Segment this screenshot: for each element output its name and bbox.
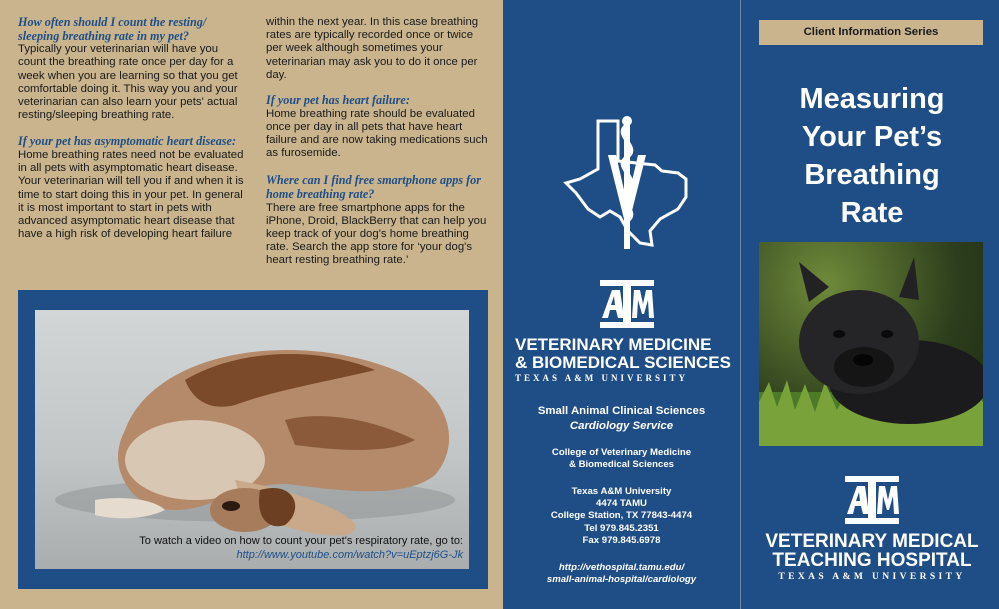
title-line: Your Pet’s [801, 121, 943, 153]
fax-line: Fax 979.845.6978 [582, 534, 661, 546]
wordmark-line: TEACHING HOSPITAL [772, 550, 972, 571]
tamu-wordmark: TEXAS A&M UNIVERSITY [515, 373, 689, 383]
department-name: Small Animal Clinical Sciences [537, 405, 706, 417]
department-block [503, 404, 740, 434]
text-column-1 [18, 16, 244, 241]
website-link[interactable]: http://vethospital.tamu.edu/ [558, 562, 685, 573]
video-caption [55, 534, 463, 562]
address-line: College Station, TX 77843-4474 [550, 510, 693, 522]
atm-logo-icon [843, 474, 901, 526]
wordmark-line: VETERINARY MEDICAL [765, 531, 979, 552]
question-heading: If your pet has heart failure: [266, 93, 410, 108]
cover-title [760, 80, 984, 232]
dog-illustration [35, 310, 469, 569]
vmth-wordmark [757, 532, 987, 570]
service-name: Cardiology Service [569, 420, 674, 432]
text-column-2 [266, 16, 492, 268]
dog-lying-photo [35, 310, 469, 569]
address-line: Texas A&M University [571, 486, 672, 497]
college-block [503, 447, 740, 471]
paragraph: Home breathing rates need not be evaluated in all pets with asymptomatic heart disease. Your veterinarian will tell you if and when it is time to start doing this in your pet. In general it is most important to start in pets with advanced asymptomatic heart disease that have a high risk of developing heart failure [18, 149, 244, 241]
tamu-wordmark: TEXAS A&M UNIVERSITY [778, 572, 966, 582]
website-link[interactable]: small-animal-hospital/cardiology [546, 574, 697, 586]
college-line: & Biomedical Sciences [568, 459, 675, 470]
paragraph: Home breathing rate should be evaluated once per day in all pets that have heart failure and are now taking medications such as furosemide. [266, 107, 488, 160]
website-block [503, 562, 740, 586]
atm-logo-icon [598, 278, 656, 330]
texas-caduceus-icon [560, 113, 695, 253]
question-heading: If your pet has asymptomatic heart disease: [18, 134, 237, 149]
question-heading: How often should I count the resting/ sleeping breathing rate in my pet? [18, 15, 207, 43]
question-heading: Where can I find free smartphone apps for home breathing rate? [266, 173, 481, 202]
series-badge: Client Information Series [759, 20, 983, 45]
vet-med-wordmark [515, 336, 737, 372]
paragraph: within the next year. In this case breathing rates are typically recorded once or twice per week although sometimes your veterinarian may ask you to do it once per day. [266, 16, 479, 81]
wordmark-line: VETERINARY MEDICINE [515, 335, 712, 354]
caption-text: To watch a video on how to count your pet's respiratory rate, go to: [139, 535, 463, 547]
fold-line [740, 0, 741, 609]
wordmark-line: & BIOMEDICAL SCIENCES [515, 353, 731, 372]
college-line: College of Veterinary Medicine [551, 447, 692, 458]
address-block [503, 486, 740, 547]
video-link[interactable]: http://www.youtube.com/watch?v=uEptzj6G-Jk [236, 549, 463, 561]
french-bulldog-photo [759, 242, 983, 446]
title-line: Measuring [799, 83, 945, 115]
address-line: 4474 TAMU [595, 498, 647, 510]
title-line: Rate [840, 197, 904, 229]
bulldog-illustration [759, 242, 983, 446]
paragraph: There are free smartphone apps for the iPhone, Droid, BlackBerry that can help you keep track of your dog's home breathing rate. Search the app store for ‘your dog's heart resting breathing rate.’ [266, 201, 487, 267]
phone-line: Tel 979.845.2351 [584, 522, 659, 534]
paragraph: Typically your veterinarian will have you count the breathing rate once per day for a week when you are learning so that you get comfortable doing it. This way you and your veterinarian can also learn your pets' actual resting/sleeping breathing rate. [18, 43, 238, 122]
title-line: Breathing [804, 159, 940, 191]
